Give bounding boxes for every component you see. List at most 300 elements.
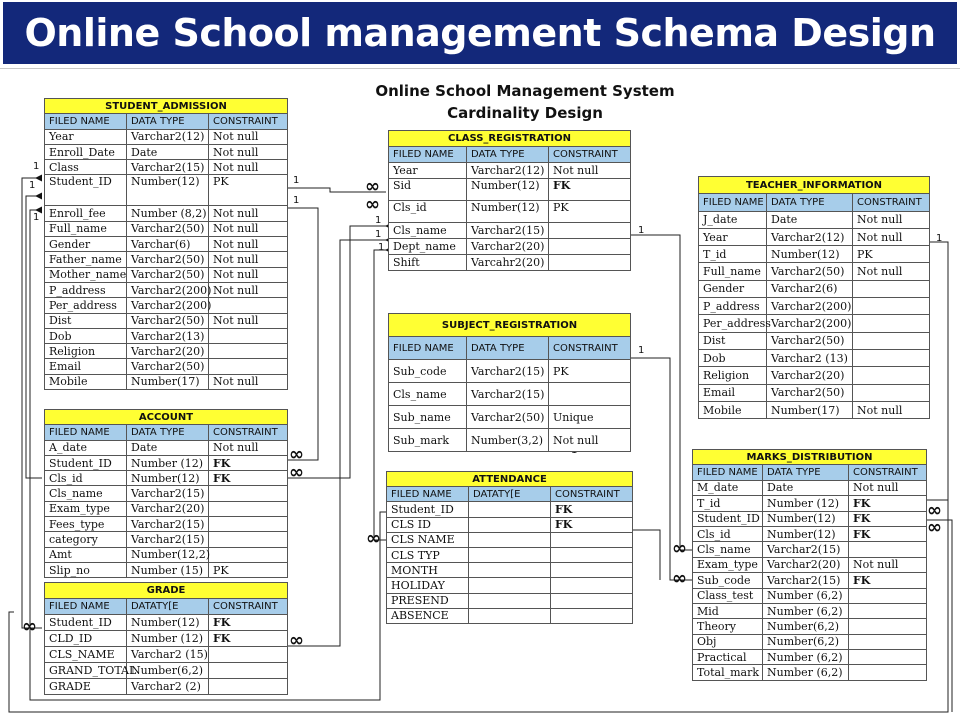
- field-name: Gender: [45, 237, 127, 252]
- table-row: [699, 211, 930, 228]
- data-type: Varchar2 (2): [127, 679, 209, 695]
- table-row: [45, 359, 288, 374]
- constraint-header: CONSTRAINT: [209, 425, 288, 440]
- table-row: [699, 367, 930, 384]
- class-registration-table-name: CLASS_REGISTRATION: [389, 131, 631, 147]
- field-name: Amt: [45, 547, 127, 562]
- constraint: [849, 603, 927, 618]
- constraint: FK: [849, 573, 927, 588]
- constraint: [549, 383, 631, 406]
- field-name: Cls_id: [45, 471, 127, 486]
- field-name: Total_mark: [693, 665, 763, 680]
- field-name: category: [45, 532, 127, 547]
- data-type: Varchar2(50): [467, 406, 549, 429]
- field-name-header: FILED NAME: [699, 194, 767, 211]
- table-row: [693, 526, 927, 541]
- field-name: Enroll_fee: [45, 206, 127, 221]
- cardinality-many: ∞: [22, 616, 37, 637]
- constraint: Not null: [849, 557, 927, 572]
- connector-class-attendance: [374, 250, 386, 540]
- field-name: Enroll_Date: [45, 144, 127, 159]
- constraint: PK: [209, 175, 288, 206]
- marks-distribution-table: [692, 449, 927, 681]
- constraint: Not null: [209, 160, 288, 175]
- student-admission-table-name: STUDENT_ADMISSION: [45, 99, 288, 114]
- field-name: Dist: [699, 332, 767, 349]
- constraint: Not null: [209, 221, 288, 236]
- field-name: Dept_name: [389, 239, 467, 255]
- data-type: Number (12): [763, 496, 849, 511]
- constraint: [549, 239, 631, 255]
- table-row: [389, 429, 631, 452]
- cardinality-one: 1: [33, 212, 40, 223]
- field-name: Cls_id: [693, 526, 763, 541]
- constraint: Not null: [849, 480, 927, 495]
- data-type: [469, 608, 551, 623]
- constraint: [849, 634, 927, 649]
- field-name: Religion: [45, 344, 127, 359]
- cardinality-many: ∞: [289, 462, 304, 483]
- constraint: FK: [209, 631, 288, 647]
- field-name-header: FILED NAME: [387, 487, 469, 502]
- data-type: Varchar2(50): [127, 359, 209, 374]
- table-row: [699, 280, 930, 297]
- data-type: Number(12): [467, 201, 549, 223]
- field-name: CLS TYP: [387, 547, 469, 562]
- table-row: [693, 480, 927, 495]
- constraint: [209, 328, 288, 343]
- data-type-header: DATA TYPE: [127, 114, 209, 129]
- table-row: [693, 665, 927, 680]
- table-row: [45, 298, 288, 313]
- data-type: Number(17): [767, 401, 853, 418]
- constraint: [549, 255, 631, 271]
- table-row: [693, 619, 927, 634]
- data-type: Varchar2(6): [767, 280, 853, 297]
- table-row: [693, 542, 927, 557]
- connector-student-grade: [22, 178, 42, 628]
- data-type: Varchar2(20): [467, 239, 549, 255]
- cardinality-one: 1: [29, 180, 36, 191]
- field-name: Student_ID: [387, 502, 469, 517]
- table-row: [699, 332, 930, 349]
- field-name: Cls_name: [389, 383, 467, 406]
- data-type: Varchar2(15): [763, 542, 849, 557]
- cardinality-one: 1: [638, 225, 645, 236]
- field-name: M_date: [693, 480, 763, 495]
- cardinality-one: 1: [638, 345, 645, 356]
- cardinality-many: ∞: [672, 538, 687, 559]
- cardinality-many: ∞: [927, 500, 942, 521]
- field-name: Class_test: [693, 588, 763, 603]
- data-type: Date: [767, 211, 853, 228]
- table-row: [699, 384, 930, 401]
- constraint: [551, 547, 633, 562]
- data-type: Varchar2(200): [767, 298, 853, 315]
- data-type: [469, 517, 551, 532]
- data-type: Varchar2(15): [127, 517, 209, 532]
- field-name: HOLIDAY: [387, 578, 469, 593]
- data-type: Varchar2(50): [767, 263, 853, 280]
- data-type-header: DATA TYPE: [127, 425, 209, 440]
- constraint: Not null: [853, 263, 930, 280]
- data-type: Number (15): [127, 562, 209, 577]
- constraint-header: CONSTRAINT: [853, 194, 930, 211]
- table-row: [45, 328, 288, 343]
- table-row: [389, 223, 631, 239]
- table-row: [45, 471, 288, 486]
- constraint-header: CONSTRAINT: [549, 147, 631, 163]
- table-row: [387, 517, 633, 532]
- field-name: Sub_mark: [389, 429, 467, 452]
- data-type: Varchar2(20): [127, 501, 209, 516]
- field-name: T_id: [693, 496, 763, 511]
- table-row: [693, 603, 927, 618]
- data-type: Varchar2(15): [467, 383, 549, 406]
- cardinality-many: ∞: [366, 528, 381, 549]
- table-row: [45, 144, 288, 159]
- data-type: Number(6,2): [127, 663, 209, 679]
- data-type: Date: [127, 440, 209, 455]
- data-type: Number (6,2): [763, 588, 849, 603]
- table-row: [45, 440, 288, 455]
- account-table-name: ACCOUNT: [45, 410, 288, 425]
- field-name: CLD_ID: [45, 631, 127, 647]
- table-row: [387, 593, 633, 608]
- field-name: Year: [45, 129, 127, 144]
- table-row: [389, 163, 631, 179]
- field-name: Student_ID: [693, 511, 763, 526]
- constraint: Not null: [209, 313, 288, 328]
- page-title: Online School management Schema Design: [24, 11, 936, 55]
- constraint: Not null: [549, 163, 631, 179]
- data-type: Date: [763, 480, 849, 495]
- connector-class-marks: [630, 235, 692, 550]
- table-row: [45, 631, 288, 647]
- data-type: Varchar2(15): [127, 160, 209, 175]
- field-name: MONTH: [387, 563, 469, 578]
- data-type: [469, 563, 551, 578]
- data-type: Varchar2(200): [767, 315, 853, 332]
- table-row: [387, 563, 633, 578]
- field-name-header: FILED NAME: [45, 425, 127, 440]
- field-name: Exam_type: [45, 501, 127, 516]
- table-row: [45, 374, 288, 389]
- data-type: Number (6,2): [763, 665, 849, 680]
- field-name: Sub_name: [389, 406, 467, 429]
- data-type: Varchar2(15): [127, 532, 209, 547]
- data-type: Varchar2(12): [127, 129, 209, 144]
- data-type: Varchar2(50): [767, 384, 853, 401]
- constraint: [551, 608, 633, 623]
- table-row: [45, 175, 288, 206]
- table-row: [699, 263, 930, 280]
- data-type: Number(12): [763, 511, 849, 526]
- table-row: [699, 298, 930, 315]
- field-name: A_date: [45, 440, 127, 455]
- cardinality-one: 1: [293, 195, 300, 206]
- constraint: Not null: [209, 129, 288, 144]
- field-name: Mobile: [45, 374, 127, 389]
- cardinality-one: 1: [375, 215, 382, 226]
- table-row: [389, 201, 631, 223]
- data-type: Varchar2(50): [127, 313, 209, 328]
- table-row: [387, 532, 633, 547]
- cardinality-many: ∞: [927, 517, 942, 538]
- constraint: [209, 298, 288, 313]
- constraint-header: CONSTRAINT: [209, 599, 288, 615]
- data-type: Varchar2(12): [467, 163, 549, 179]
- field-name: Shift: [389, 255, 467, 271]
- field-name: Mother_name: [45, 267, 127, 282]
- constraint: FK: [849, 526, 927, 541]
- connector-student-account-right: [287, 208, 318, 465]
- field-name: Slip_no: [45, 562, 127, 577]
- constraint: [209, 647, 288, 663]
- data-type: Number (6,2): [763, 650, 849, 665]
- constraint-header: CONSTRAINT: [849, 465, 927, 480]
- table-row: [45, 486, 288, 501]
- field-name: Class: [45, 160, 127, 175]
- field-name: Per_address: [45, 298, 127, 313]
- table-row: [45, 547, 288, 562]
- constraint: FK: [551, 502, 633, 517]
- cardinality-one: 1: [936, 233, 943, 244]
- constraint: [209, 501, 288, 516]
- connector-class-grade: [287, 240, 386, 651]
- table-row: [45, 532, 288, 547]
- constraint: Not null: [209, 237, 288, 252]
- data-type: Number (12): [127, 631, 209, 647]
- data-type: Varchar2(20): [127, 344, 209, 359]
- field-name: Student_ID: [45, 615, 127, 631]
- data-type: Varchar(6): [127, 237, 209, 252]
- data-type: Number(3,2): [467, 429, 549, 452]
- constraint: FK: [849, 511, 927, 526]
- constraint: [853, 332, 930, 349]
- data-type: Number(12): [767, 246, 853, 263]
- constraint: PK: [549, 360, 631, 383]
- field-name-header: FILED NAME: [693, 465, 763, 480]
- data-type: Number (12): [127, 455, 209, 470]
- data-type-header: DATA TYPE: [763, 465, 849, 480]
- table-row: [699, 349, 930, 366]
- constraint: PK: [549, 201, 631, 223]
- table-row: [389, 383, 631, 406]
- field-name: Fees_type: [45, 517, 127, 532]
- diagram-title-line-2: Cardinality Design: [447, 104, 603, 122]
- data-type: [469, 502, 551, 517]
- table-row: [45, 615, 288, 631]
- constraint: FK: [209, 615, 288, 631]
- field-name: Full_name: [45, 221, 127, 236]
- constraint: [209, 679, 288, 695]
- table-row: [389, 406, 631, 429]
- field-name: Exam_type: [693, 557, 763, 572]
- table-row: [693, 557, 927, 572]
- diagram-title-line-1: Online School Management System: [375, 82, 675, 100]
- table-row: [45, 267, 288, 282]
- data-type: Varchar2(15): [467, 360, 549, 383]
- constraint: [849, 542, 927, 557]
- field-name: Year: [389, 163, 467, 179]
- table-row: [45, 313, 288, 328]
- data-type: Varchar2(12): [767, 228, 853, 245]
- constraint: Not null: [853, 401, 930, 418]
- field-name: CLS NAME: [387, 532, 469, 547]
- teacher-information-table: [698, 176, 930, 419]
- data-type: Number(12): [127, 175, 209, 206]
- field-name-header: FILED NAME: [389, 147, 467, 163]
- field-name: CLS ID: [387, 517, 469, 532]
- data-type: Varchar2(15): [467, 223, 549, 239]
- field-name: Email: [45, 359, 127, 374]
- data-type: Number(6,2): [763, 634, 849, 649]
- table-row: [45, 562, 288, 577]
- constraint-header: CONSTRAINT: [549, 337, 631, 360]
- table-row: [387, 547, 633, 562]
- table-row: [45, 160, 288, 175]
- constraint: FK: [549, 179, 631, 201]
- table-row: [387, 608, 633, 623]
- data-type: Number(12,2): [127, 547, 209, 562]
- field-name: Obj: [693, 634, 763, 649]
- constraint: [209, 359, 288, 374]
- field-name: Dob: [45, 328, 127, 343]
- constraint: FK: [209, 471, 288, 486]
- data-type: Varchar2 (13): [767, 349, 853, 366]
- data-type-header: DATATY[E: [127, 599, 209, 615]
- constraint: [853, 298, 930, 315]
- table-row: [699, 228, 930, 245]
- data-type: Varchar2(13): [127, 328, 209, 343]
- cardinality-many: ∞: [289, 444, 304, 465]
- field-name: Cls_name: [693, 542, 763, 557]
- table-row: [693, 634, 927, 649]
- data-type-header: DATATY[E: [469, 487, 551, 502]
- data-type: Varchar2(50): [767, 332, 853, 349]
- data-type: Varcahr2(20): [467, 255, 549, 271]
- data-type: Varchar2(50): [127, 221, 209, 236]
- cardinality-one: 1: [293, 175, 300, 186]
- table-row: [693, 496, 927, 511]
- field-name: Full_name: [699, 263, 767, 280]
- constraint: Not null: [853, 228, 930, 245]
- table-row: [387, 578, 633, 593]
- table-row: [699, 246, 930, 263]
- field-name: Dist: [45, 313, 127, 328]
- connector-attendance-marks: [632, 530, 660, 580]
- constraint: [853, 315, 930, 332]
- attendance-table: [386, 471, 633, 624]
- field-name: Father_name: [45, 252, 127, 267]
- field-name: Mobile: [699, 401, 767, 418]
- table-row: [45, 237, 288, 252]
- table-row: [693, 511, 927, 526]
- table-row: [45, 344, 288, 359]
- field-name: Religion: [699, 367, 767, 384]
- data-type: Varchar2(20): [763, 557, 849, 572]
- connector-student-account: [26, 196, 42, 478]
- data-type: Number(17): [127, 374, 209, 389]
- constraint: FK: [551, 517, 633, 532]
- field-name: T_id: [699, 246, 767, 263]
- field-name: Cls_name: [389, 223, 467, 239]
- constraint: [853, 280, 930, 297]
- data-type: [469, 547, 551, 562]
- field-name: GRADE: [45, 679, 127, 695]
- table-row: [45, 282, 288, 297]
- field-name: CLS_NAME: [45, 647, 127, 663]
- grade-table: [44, 582, 288, 695]
- constraint: [849, 650, 927, 665]
- table-row: [45, 206, 288, 221]
- data-type: Varchar2(20): [767, 367, 853, 384]
- constraint: [551, 593, 633, 608]
- constraint: [549, 223, 631, 239]
- table-row: [45, 501, 288, 516]
- attendance-table-name: ATTENDANCE: [387, 472, 633, 487]
- field-name: ABSENCE: [387, 608, 469, 623]
- constraint: [551, 532, 633, 547]
- data-type: Number(12): [763, 526, 849, 541]
- cardinality-one: 1: [378, 242, 385, 253]
- field-name-header: FILED NAME: [45, 114, 127, 129]
- field-name: Gender: [699, 280, 767, 297]
- field-name: Theory: [693, 619, 763, 634]
- constraint: Not null: [209, 374, 288, 389]
- field-name: J_date: [699, 211, 767, 228]
- data-type: Number(12): [127, 615, 209, 631]
- constraint: [209, 344, 288, 359]
- marks-distribution-table-name: MARKS_DISTRIBUTION: [693, 450, 927, 465]
- cardinality-many: ∞: [672, 568, 687, 589]
- table-row: [45, 129, 288, 144]
- data-type: Varchar2 (15): [127, 647, 209, 663]
- field-name: Student_ID: [45, 455, 127, 470]
- constraint: [853, 384, 930, 401]
- data-type: [469, 593, 551, 608]
- field-name: GRAND_TOTAL: [45, 663, 127, 679]
- data-type: Number(6,2): [763, 619, 849, 634]
- table-row: [693, 650, 927, 665]
- field-name: Cls_id: [389, 201, 467, 223]
- constraint: Not null: [209, 440, 288, 455]
- field-name: Practical: [693, 650, 763, 665]
- cardinality-many: ∞: [365, 176, 380, 197]
- data-type: Number(12): [467, 179, 549, 201]
- constraint: [849, 665, 927, 680]
- student-admission-table: [44, 98, 288, 390]
- field-name: Sub_code: [389, 360, 467, 383]
- table-row: [693, 573, 927, 588]
- field-name-header: FILED NAME: [389, 337, 467, 360]
- data-type: [469, 578, 551, 593]
- constraint: Not null: [853, 211, 930, 228]
- constraint: Not null: [209, 252, 288, 267]
- field-name: Per_address: [699, 315, 767, 332]
- cardinality-one: 1: [375, 229, 382, 240]
- table-row: [389, 360, 631, 383]
- data-type: Varchar2(50): [127, 267, 209, 282]
- table-row: [45, 647, 288, 663]
- table-row: [45, 455, 288, 470]
- field-name: Student_ID: [45, 175, 127, 206]
- grade-table-name: GRADE: [45, 583, 288, 599]
- field-name: Cls_name: [45, 486, 127, 501]
- data-type: Date: [127, 144, 209, 159]
- constraint: [849, 619, 927, 634]
